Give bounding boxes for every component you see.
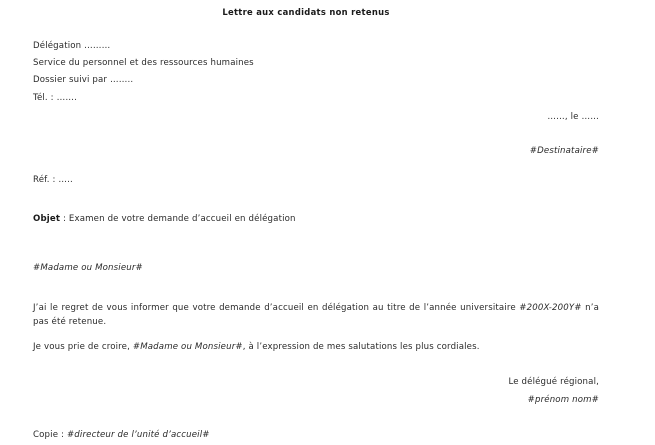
page-title: Lettre aux candidats non retenus [222,7,390,17]
body-paragraph-text: J’ai le regret de vous informer que votre demande d’accueil en délégation au titre de l’année universitaire [33,303,520,313]
header-tel: Tél. : ……. [33,93,77,103]
copy-line [33,429,210,441]
reference-line: Réf. : ….. [33,175,73,185]
closing-text-end: , à l’expression de mes salutations les plus cordiales. [242,342,480,352]
academic-years: #200X-200Y# [519,303,582,313]
salutation-line [33,262,143,274]
closing-paragraph [33,341,480,353]
body-paragraph [33,302,599,329]
header-delegation: Délégation ……… [33,41,111,51]
signatory-name: #prénom nom# [527,395,599,405]
header-dossier: Dossier suivi par …….. [33,75,134,85]
signatory-name-line [528,394,599,406]
closing-text: Je vous prie de croire, [33,342,133,352]
signatory-role: Le délégué régional, [508,377,599,387]
recipient-name: #Destinataire# [529,146,599,156]
body-paragraph-end: n’a pas été retenue. [33,303,599,327]
subject-label: Objet [33,214,61,224]
subject-text: : Examen de votre demande d’accueil en délégation [60,214,296,224]
subject-line [33,213,296,225]
header-service: Service du personnel et des ressources humaines [33,58,254,68]
salutation: #Madame ou Monsieur# [33,263,143,273]
copy-recipient: #directeur de l’unité d’accueil# [66,430,210,440]
place-date: ……, le …… [547,112,599,122]
recipient-block [530,145,599,157]
copy-label: Copie : [33,430,67,440]
closing-address: #Madame ou Monsieur# [132,342,243,352]
